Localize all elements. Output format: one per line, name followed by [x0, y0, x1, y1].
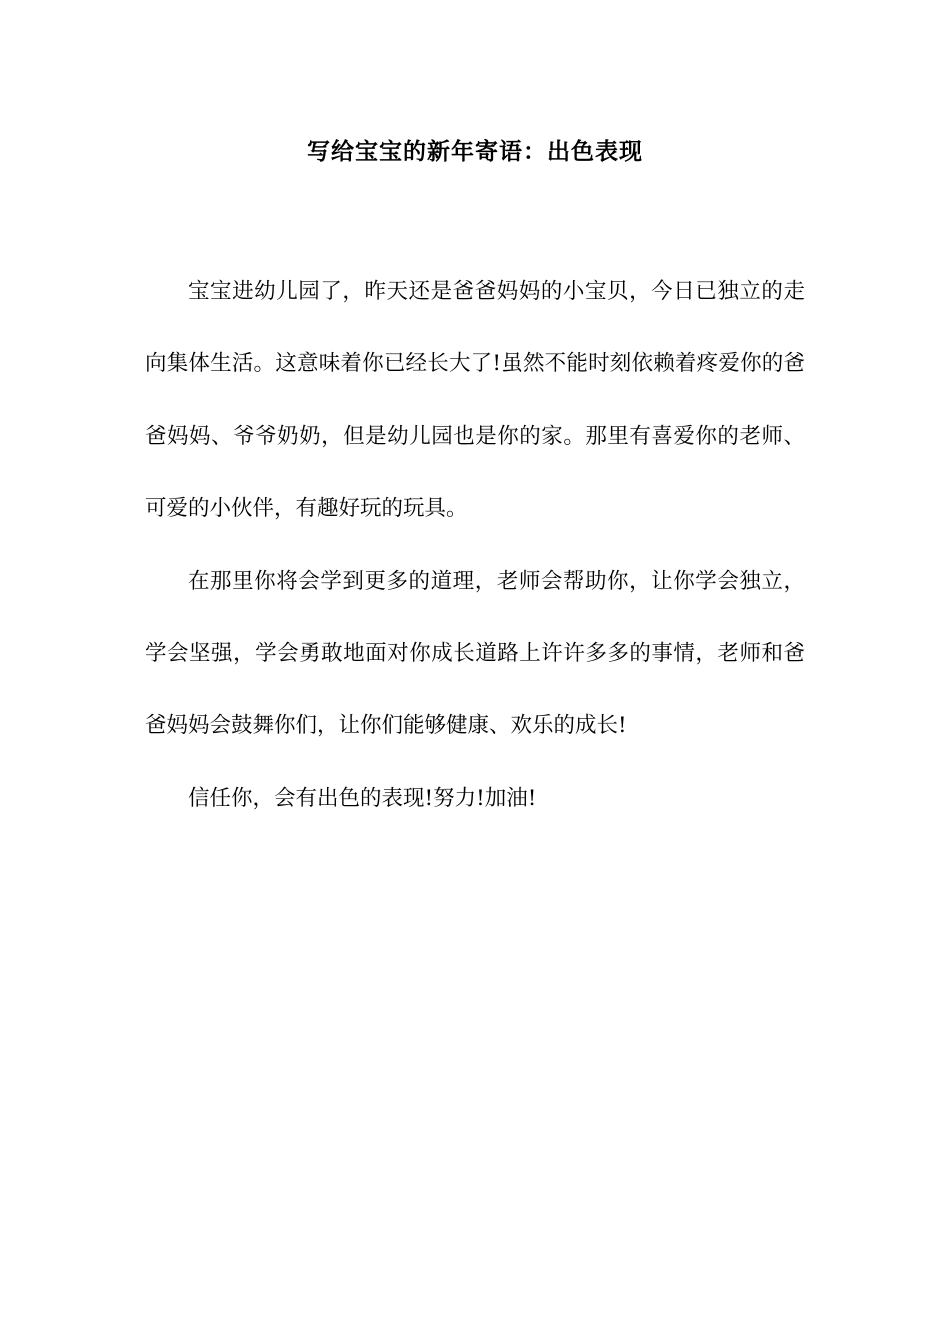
document-title: 写给宝宝的新年寄语：出色表现 [307, 138, 643, 165]
paragraph-1: 宝宝进幼儿园了，昨天还是爸爸妈妈的小宝贝，今日已独立的走向集体生活。这意味着你已经长大了!虽然不能时刻依赖着疼爱你的爸爸妈妈、爷爷奶奶，但是幼儿园也是你的家。那里有喜爱你的老师、可爱的小伙伴，有趣好玩的玩具。 [145, 279, 805, 522]
document-body [145, 256, 805, 835]
paragraph-2: 在那里你将会学到更多的道理，老师会帮助你，让你学会独立，学会坚强，学会勇敢地面对你成长道路上许许多多的事情，老师和爸爸妈妈会鼓舞你们，让你们能够健康、欢乐的成长! [145, 568, 805, 739]
paragraph-3: 信任你，会有出色的表现!努力!加油! [188, 785, 537, 811]
